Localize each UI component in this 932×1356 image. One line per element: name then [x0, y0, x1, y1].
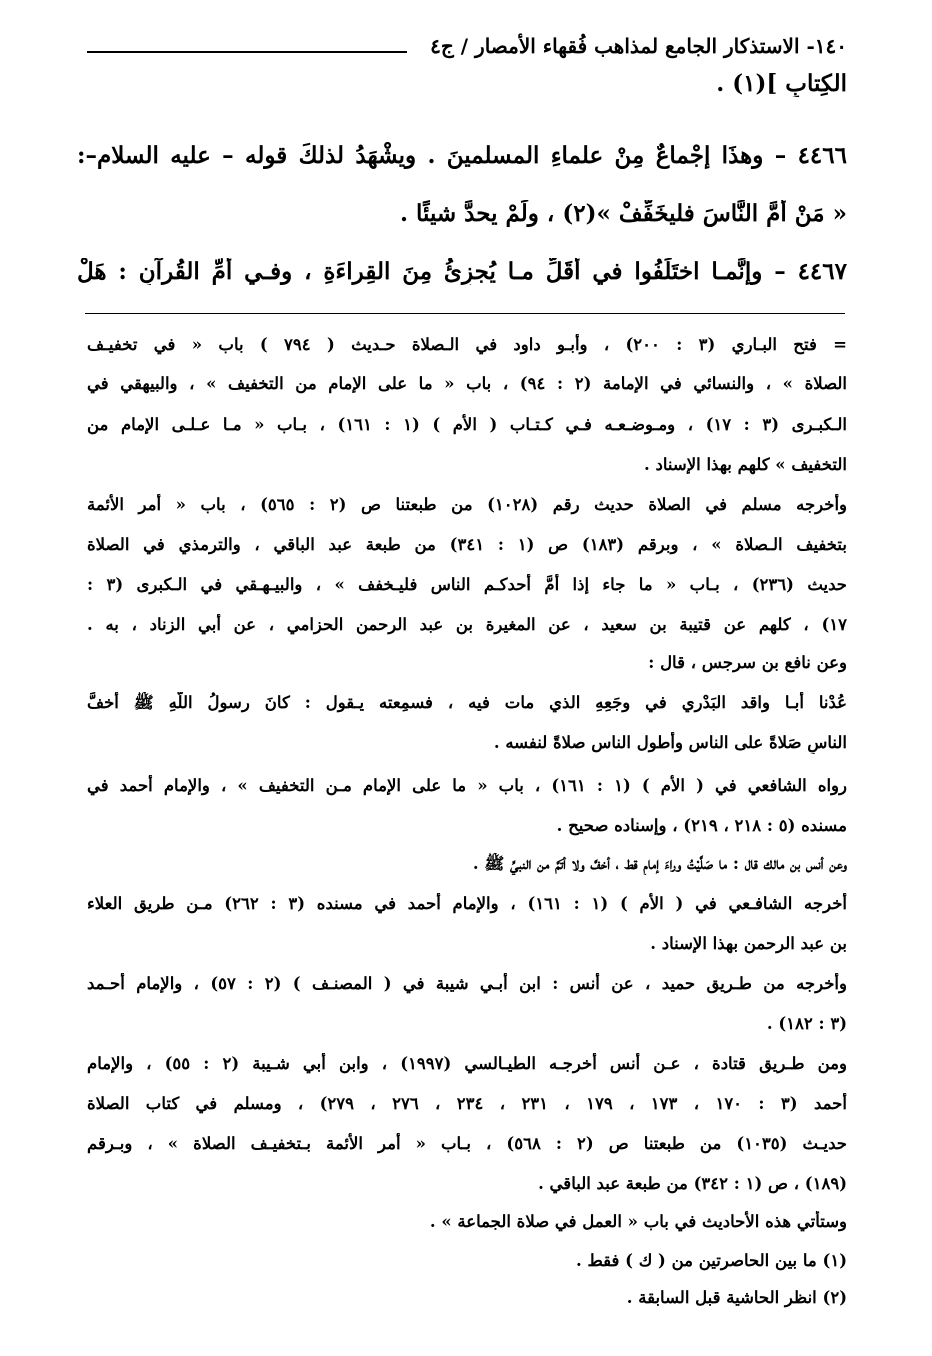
main-text-line: الكِتابِ ](١) . — [716, 70, 847, 97]
main-text-line: ٤٤٦٦ – وهذَا إجْماعٌ مِنْ علماءِ المسلمينَ . ويشْهَدُ لذلكَ قوله – عليه السلام–: — [77, 142, 847, 169]
footnote-line: (١٨٩) ، ص (١ : ٣٤٢) من طبعة عبد الباقي . — [538, 1174, 847, 1193]
footnote-line: التخفيف » كلهم بهذا الإسناد . — [644, 455, 847, 474]
page-header — [87, 34, 847, 64]
footnote-line: = فتح البـاري (٣ : ٢٠٠) ، وأبـو داود في الـصلاة حـديث ( ٧٩٤ ) باب « في تخفيـف — [87, 335, 847, 354]
footnote-line: حديـث (١٠٣٥) من طبعتنا ص (٢ : ٥٦٨) ، بـاب « أمر الأئمة بـتخفيـف الصلاة » ، وبـرقم — [87, 1134, 847, 1153]
footnote-rule — [85, 313, 845, 314]
footnote-text: (١) ما بين الحاصرتين من ( ك ) فقط . — [576, 1251, 847, 1270]
running-header: ١٤٠- الاستذكار الجامع لمذاهب فُقهاء الأمصار / ج٤ — [430, 34, 847, 58]
footnote-line: وعن نافع بن سرجس ، قال : — [648, 653, 847, 672]
footnote-line: (٣ : ١٨٢) . — [766, 1014, 847, 1033]
footnote-text: (٢) انظر الحاشية قبل السابقة . — [626, 1288, 847, 1307]
footnote-line: وستأتي هذه الأحاديث في باب « العمل في صلاة الجماعة » . — [429, 1212, 847, 1231]
footnote-line: الـكبـرى (٣ : ١٧) ، ومـوضـعـه فـي كـتـاب ( الأم ) (١ : ١٦١) ، بـاب « مـا عـلـى الإمام من — [87, 415, 847, 434]
footnote-line: حديث (٢٣٦) ، بـاب « ما جاء إذا أمَّ أحدكـم الناس فليـخفف » ، والبيـهـقي في الـكبرى (٣ : — [87, 575, 847, 594]
footnote-line: ومن طـريق قتادة ، عـن أنس أخرجـه الطيـالسي (١٩٩٧) ، وابن أبي شـيبة (٢ : ٥٥) ، والإمام — [87, 1054, 847, 1073]
main-text-line: ٤٤٦٧ – وإنَّمـا اختَلَفُوا في أقَلِّ مـا يُجزِئُ مِنَ القِراءَةِ ، وفـي أمِّ القُرآنِ : هَلْ — [77, 258, 847, 285]
footnote-line: بتخفيف الـصلاة » ، وبرقم (١٨٣) ص (١ : ٣٤١) من طبعة عبد الباقي ، والترمذي في الصلاة — [87, 535, 847, 554]
footnote-line: وعن أنس بن مالك قال : ما صَلَّيْتُ وراءَ إمامٍ قط ، أخفَّ ولا أتَمَّ من النبيِّ ﷺ . — [472, 854, 847, 873]
footnote-line: أحمد (٣ : ١٧٠ ، ١٧٣ ، ١٧٩ ، ٢٣١ ، ٢٣٤ ، ٢٧٦ ، ٢٧٩) ، ومسلم في كتاب الصلاة — [87, 1094, 847, 1113]
footnote-line: وأخرجه مسلم في الصلاة حديث رقم (١٠٢٨) من طبعتنا ص (٢ : ٥٦٥) ، باب « أمر الأئمة — [87, 495, 847, 514]
footnote-line: وأخرجه من طـريق حميد ، عن أنس : ابن أبـي شيبة في ( المصنـف ) (٢ : ٥٧) ، والإمام أحـمد — [87, 974, 847, 993]
main-text-line: « مَنْ أمَّ النَّاسَ فليخَفِّفْ »(٢) ، ولَمْ يحدَّ شيئًا . — [399, 200, 847, 227]
footnote-line: الناسِ صَلاةً على الناس وأطول الناس صلاةً لنفسه . — [493, 733, 847, 752]
footnote-line: مسنده (٥ : ٢١٨ ، ٢١٩) ، وإسناده صحيح . — [556, 816, 847, 835]
header-rule — [87, 51, 407, 53]
footnote-line: عُدْنا أبـا واقد البَدْري في وجَعِهِ الذي مات فيه ، فسمِعته يـقول : كانَ رسولُ اللَّهِ ﷺ أخفَّ — [87, 693, 847, 712]
footnote-line: بن عبد الرحمن بهذا الإسناد . — [650, 934, 847, 953]
footnote-line: رواه الشافعي في ( الأم ) (١ : ١٦١) ، باب « ما على الإمام مـن التخفيف » ، والإمام أحمد في — [87, 776, 847, 795]
footnote-line: أخرجه الشافـعي في ( الأم ) (١ : ١٦١) ، والإمام أحمد في مسنده (٣ : ٢٦٢) مـن طريق العلاء — [87, 894, 847, 913]
footnote-line: ١٧) ، كلهم عن قتيبة بن سعيد ، عن المغيرة بن عبد الرحمن الحزامي ، عن أبي الزناد ، به . — [87, 615, 847, 634]
footnote-line: الصلاة » ، والنسائي في الإمامة (٢ : ٩٤) ، باب « ما على الإمام من التخفيف » ، والبيهقي في — [87, 374, 847, 393]
